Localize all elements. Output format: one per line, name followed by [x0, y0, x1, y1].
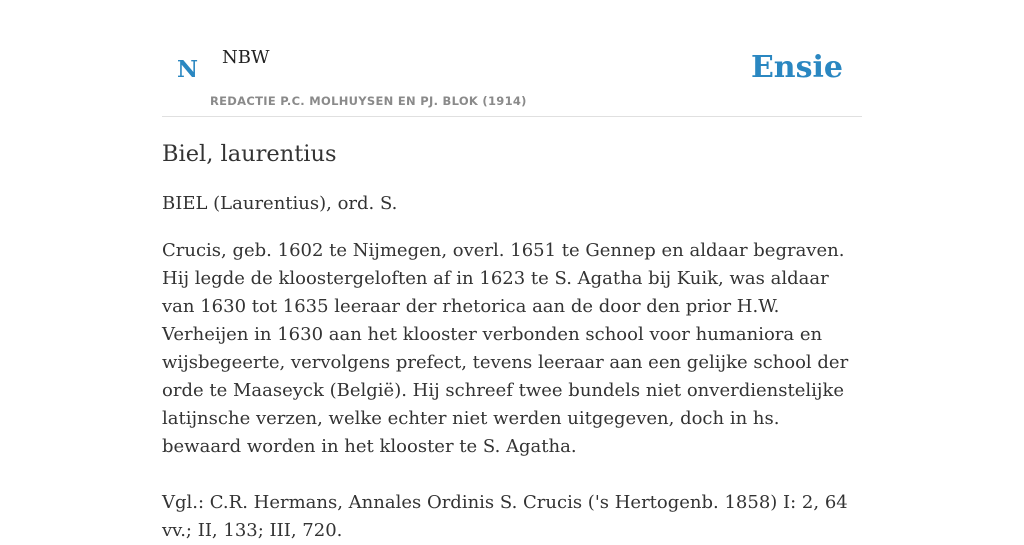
article	[162, 138, 864, 545]
article-title: Biel, laurentius	[162, 141, 337, 167]
publication-name[interactable]: NBW	[222, 47, 270, 68]
site-header	[162, 40, 862, 117]
publication-subtitle: REDACTIE P.C. MOLHUYSEN EN PJ. BLOK (1914)	[210, 94, 527, 108]
article-lead: BIEL (Laurentius), ord. S.	[162, 193, 398, 214]
article-references: Vgl.: C.R. Hermans, Annales Ordinis S. Crucis ('s Hertogenb. 1858) I: 2, 64 vv.; II, 133; III, 720.	[162, 492, 848, 541]
publication-logo[interactable]: N	[177, 56, 199, 83]
brand-logo[interactable]: Ensie	[750, 50, 843, 85]
article-body: Crucis, geb. 1602 te Nijmegen, overl. 1651 te Gennep en aldaar begraven. Hij legde de kloostergeloften af in 1623 te S. Agatha bij Kuik, was aldaar van 1630 tot 1635 leeraar der rhetorica aan de door den prior H.W. Verheijen in 1630 aan het klooster verbonden school voor humaniora en wijsbegeerte, vervolgens prefect, tevens leeraar aan een gelijke school der orde te Maaseyck (België). Hij schreef twee bundels niet onverdienstelijke latijnsche verzen, welke echter niet werden uitgegeven, doch in hs. bewaard worden in het klooster te S. Agatha.	[162, 240, 849, 457]
